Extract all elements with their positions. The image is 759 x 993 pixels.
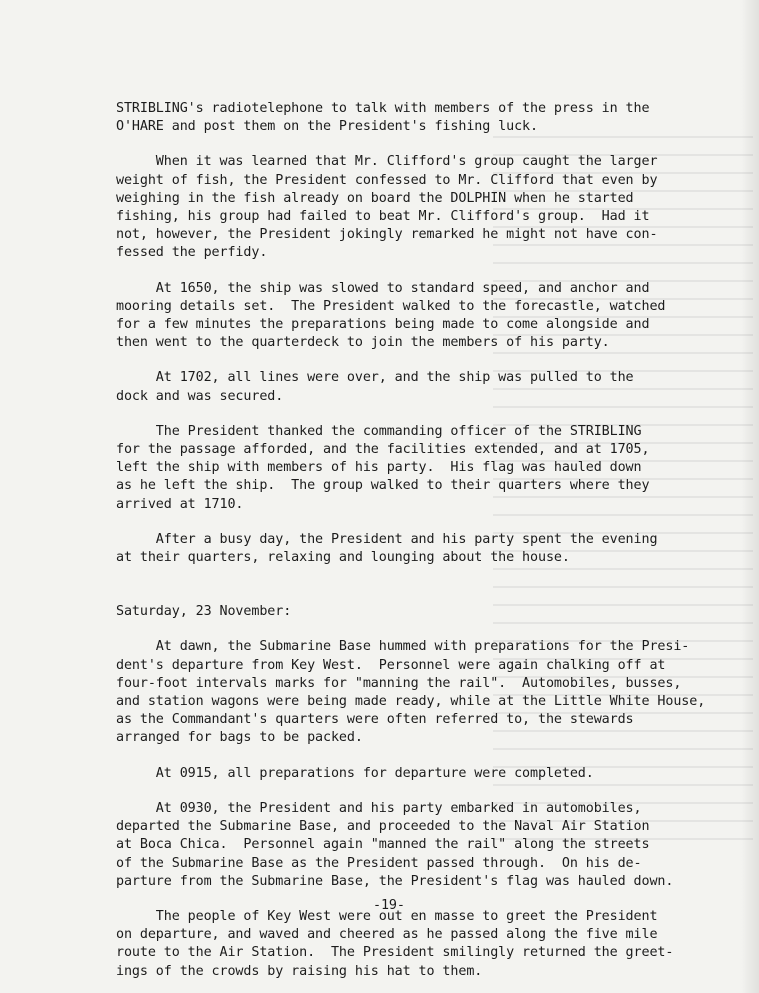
text-line: left the ship with members of his party. His flag was hauled down [116, 460, 642, 476]
document-body [116, 100, 716, 981]
paragraph [116, 280, 716, 353]
text-line: as he left the ship. The group walked to their quarters where they [116, 478, 650, 494]
text-line: at their quarters, relaxing and lounging about the house. [116, 550, 570, 566]
text-line: and station wagons were being made ready, while at the Little White House, [116, 694, 706, 710]
text-line: weight of fish, the President confessed to Mr. Clifford that even by [116, 172, 658, 188]
text-line: STRIBLING's radiotelephone to talk with members of the press in the [116, 101, 650, 116]
paragraph [116, 369, 716, 405]
paragraph [116, 800, 716, 891]
text-line: dock and was secured. [116, 388, 284, 404]
paragraph [116, 765, 716, 783]
text-line: O'HARE and post them on the President's fishing luck. [116, 119, 538, 135]
text-line: on departure, and waved and cheered as he passed along the five mile [116, 927, 658, 943]
text-line: departed the Submarine Base, and proceeded to the Naval Air Station [116, 819, 650, 835]
paragraph [116, 908, 716, 981]
text-line: at Boca Chica. Personnel again "manned the rail" along the streets [116, 837, 650, 853]
text-line: parture from the Submarine Base, the President's flag was hauled down. [116, 873, 674, 889]
text-line: At dawn, the Submarine Base hummed with preparations for the Presi- [116, 639, 690, 655]
text-line: At 1702, all lines were over, and the ship was pulled to the [116, 370, 634, 386]
text-line: fessed the perfidy. [116, 245, 268, 261]
text-line: The President thanked the commanding officer of the STRIBLING [116, 423, 642, 439]
text-line: weighing in the fish already on board the DOLPHIN when he started [116, 190, 634, 206]
text-line: for the passage afforded, and the facilities extended, and at 1705, [116, 442, 650, 458]
text-line: as the Commandant's quarters were often referred to, the stewards [116, 712, 634, 728]
text-line: After a busy day, the President and his party spent the evening [116, 531, 658, 547]
text-line: The people of Key West were out en masse to greet the President [116, 908, 658, 924]
section-heading: Saturday, 23 November: [116, 604, 292, 620]
text-line: for a few minutes the preparations being made to come alongside and [116, 317, 650, 333]
text-line: At 1650, the ship was slowed to standard speed, and anchor and [116, 280, 650, 296]
text-line: fishing, his group had failed to beat Mr. Clifford's group. Had it [116, 209, 650, 225]
text-line: not, however, the President jokingly remarked he might not have con- [116, 227, 658, 243]
text-line: dent's departure from Key West. Personnel were again chalking off at [116, 657, 666, 673]
text-line: four-foot intervals marks for "manning the rail". Automobiles, busses, [116, 675, 682, 691]
paragraph [116, 153, 716, 262]
paragraph [116, 100, 716, 136]
page-edge-shadow [741, 0, 759, 993]
page-number: -19- [373, 898, 405, 913]
text-line: route to the Air Station. The President smilingly returned the greet- [116, 945, 674, 961]
paragraph [116, 638, 716, 747]
text-line: At 0930, the President and his party embarked in automobiles, [116, 800, 642, 816]
text-line: then went to the quarterdeck to join the members of his party. [116, 335, 610, 351]
text-line: When it was learned that Mr. Clifford's group caught the larger [116, 154, 658, 170]
text-line: of the Submarine Base as the President passed through. On his de- [116, 855, 642, 871]
text-line: mooring details set. The President walked to the forecastle, watched [116, 298, 666, 314]
text-line: arrived at 1710. [116, 496, 244, 512]
paragraph [116, 531, 716, 567]
text-line: At 0915, all preparations for departure were completed. [116, 765, 594, 781]
paragraph [116, 423, 716, 514]
text-line: arranged for bags to be packed. [116, 730, 363, 746]
text-line: ings of the crowds by raising his hat to them. [116, 963, 483, 979]
